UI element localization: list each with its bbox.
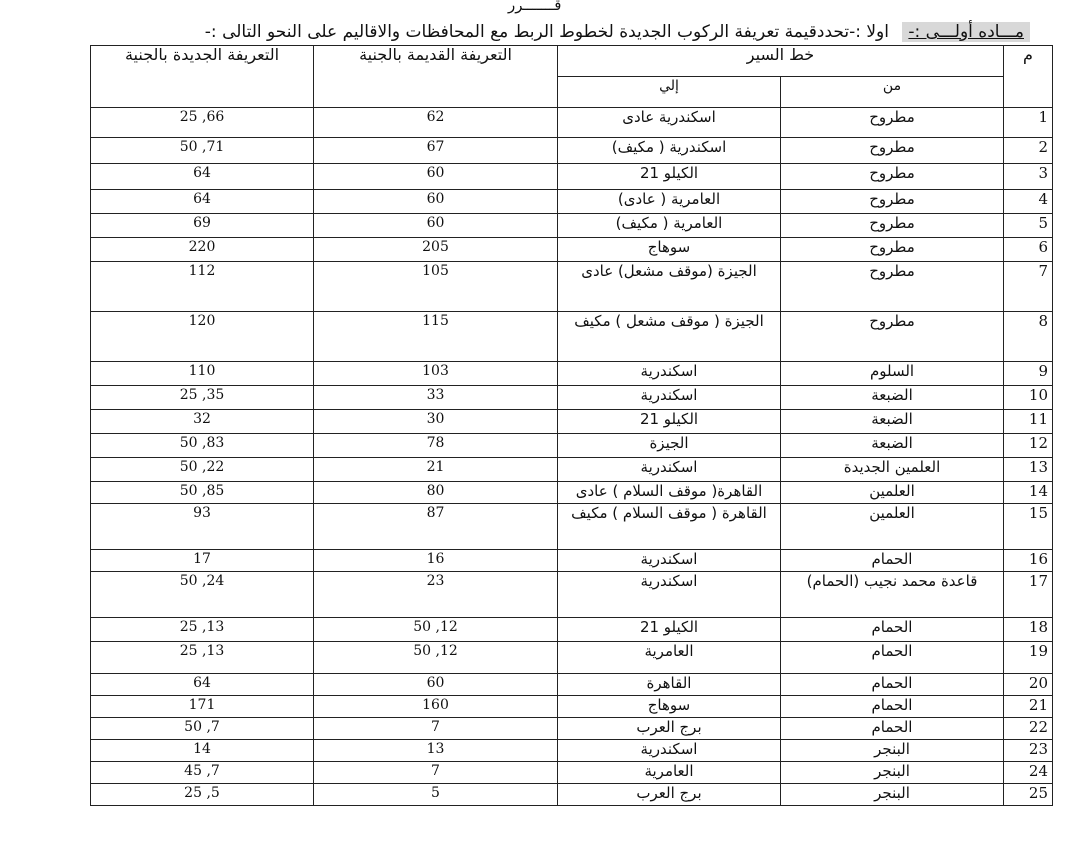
route-from: الحمام [781,642,1004,674]
table-row [91,458,1053,482]
table-row [91,504,1053,550]
old-tariff: 21 [314,458,558,482]
route-from: مطروح [781,312,1004,362]
route-to: القاهرة( موقف السلام ) عادى [558,482,781,504]
row-number: 5 [1004,214,1053,238]
new-tariff: 35, 25 [91,386,314,410]
old-tariff: 80 [314,482,558,504]
route-from: الحمام [781,674,1004,696]
row-number: 17 [1004,572,1053,618]
route-from: مطروح [781,108,1004,138]
old-tariff: 12, 50 [314,642,558,674]
row-number: 18 [1004,618,1053,642]
route-from: الحمام [781,696,1004,718]
table-row [91,138,1053,164]
route-to: اسكندرية [558,458,781,482]
header-route: خط السير [558,46,1004,77]
table-row [91,550,1053,572]
table-row [91,214,1053,238]
route-to: الكيلو 21 [558,164,781,190]
table-row [91,238,1053,262]
old-tariff: 67 [314,138,558,164]
row-number: 7 [1004,262,1053,312]
route-to: اسكندرية [558,362,781,386]
header-number: م [1004,46,1053,108]
new-tariff: 66, 25 [91,108,314,138]
row-number: 19 [1004,642,1053,674]
new-tariff: 24, 50 [91,572,314,618]
new-tariff: 64 [91,674,314,696]
new-tariff: 7, 50 [91,718,314,740]
route-from: مطروح [781,262,1004,312]
decision-word: قـــــــرر [508,0,562,14]
route-to: سوهاج [558,696,781,718]
row-number: 2 [1004,138,1053,164]
new-tariff: 64 [91,164,314,190]
row-number: 15 [1004,504,1053,550]
new-tariff: 22, 50 [91,458,314,482]
header-old-tariff: التعريفة القديمة بالجنية [314,46,558,108]
header-new-tariff: التعريفة الجديدة بالجنية [91,46,314,108]
table-row [91,164,1053,190]
route-from: الضبعة [781,434,1004,458]
row-number: 6 [1004,238,1053,262]
route-to: الكيلو 21 [558,618,781,642]
old-tariff: 33 [314,386,558,410]
row-number: 1 [1004,108,1053,138]
article-text: اولا :-تحددقيمة تعريفة الركوب الجديدة لخطوط الربط مع المحافظات والاقاليم على النحو التالى :- [204,22,889,42]
route-from: مطروح [781,238,1004,262]
new-tariff: 85, 50 [91,482,314,504]
row-number: 23 [1004,740,1053,762]
old-tariff: 30 [314,410,558,434]
new-tariff: 171 [91,696,314,718]
row-number: 14 [1004,482,1053,504]
route-from: البنجر [781,740,1004,762]
old-tariff: 5 [314,784,558,806]
row-number: 10 [1004,386,1053,410]
old-tariff: 60 [314,190,558,214]
table-row [91,618,1053,642]
old-tariff: 160 [314,696,558,718]
route-from: الضبعة [781,386,1004,410]
table-row [91,482,1053,504]
route-from: قاعدة محمد نجيب (الحمام) [781,572,1004,618]
row-number: 12 [1004,434,1053,458]
table-row [91,190,1053,214]
new-tariff: 120 [91,312,314,362]
new-tariff: 32 [91,410,314,434]
route-to: برج العرب [558,784,781,806]
route-from: الحمام [781,550,1004,572]
old-tariff: 23 [314,572,558,618]
route-to: العامرية ( مكيف) [558,214,781,238]
route-to: العامرية [558,762,781,784]
new-tariff: 71, 50 [91,138,314,164]
route-to: اسكندرية عادى [558,108,781,138]
row-number: 16 [1004,550,1053,572]
route-from: مطروح [781,138,1004,164]
article-label: مـــاده أولـــى :- [902,22,1030,42]
table-row [91,674,1053,696]
table-row [91,696,1053,718]
route-to: الجيزة ( موقف مشعل ) مكيف [558,312,781,362]
old-tariff: 205 [314,238,558,262]
old-tariff: 16 [314,550,558,572]
route-from: مطروح [781,190,1004,214]
row-number: 20 [1004,674,1053,696]
route-to: الجيزة (موقف مشعل) عادى [558,262,781,312]
old-tariff: 7 [314,762,558,784]
row-number: 13 [1004,458,1053,482]
new-tariff: 93 [91,504,314,550]
table-row [91,762,1053,784]
route-to: اسكندرية [558,740,781,762]
old-tariff: 62 [314,108,558,138]
new-tariff: 13, 25 [91,642,314,674]
table-row [91,434,1053,458]
header-from: من [781,77,1004,108]
table-row [91,784,1053,806]
table-row [91,386,1053,410]
tariff-table [90,45,1053,806]
new-tariff: 83, 50 [91,434,314,458]
route-from: الحمام [781,618,1004,642]
route-to: اسكندرية [558,572,781,618]
row-number: 21 [1004,696,1053,718]
table-row [91,642,1053,674]
row-number: 11 [1004,410,1053,434]
new-tariff: 14 [91,740,314,762]
row-number: 24 [1004,762,1053,784]
route-from: العلمين [781,504,1004,550]
table-row [91,572,1053,618]
route-to: العامرية [558,642,781,674]
article-heading [180,22,1030,44]
old-tariff: 78 [314,434,558,458]
row-number: 4 [1004,190,1053,214]
route-from: مطروح [781,164,1004,190]
tariff-body [91,108,1053,806]
route-to: اسكندرية [558,386,781,410]
route-to: القاهرة [558,674,781,696]
table-row [91,262,1053,312]
table-row [91,740,1053,762]
old-tariff: 105 [314,262,558,312]
new-tariff: 13, 25 [91,618,314,642]
route-from: السلوم [781,362,1004,386]
old-tariff: 12, 50 [314,618,558,642]
route-from: العلمين [781,482,1004,504]
table-row [91,718,1053,740]
row-number: 22 [1004,718,1053,740]
old-tariff: 60 [314,214,558,238]
route-to: القاهرة ( موقف السلام ) مكيف [558,504,781,550]
old-tariff: 60 [314,674,558,696]
table-row [91,362,1053,386]
old-tariff: 115 [314,312,558,362]
new-tariff: 5, 25 [91,784,314,806]
row-number: 8 [1004,312,1053,362]
new-tariff: 7, 45 [91,762,314,784]
table-row [91,410,1053,434]
row-number: 3 [1004,164,1053,190]
route-to: العامرية ( عادى) [558,190,781,214]
route-from: البنجر [781,784,1004,806]
row-number: 25 [1004,784,1053,806]
route-to: الجيزة [558,434,781,458]
route-to: اسكندرية ( مكيف) [558,138,781,164]
table-row [91,108,1053,138]
new-tariff: 69 [91,214,314,238]
route-to: برج العرب [558,718,781,740]
route-from: العلمين الجديدة [781,458,1004,482]
route-from: الحمام [781,718,1004,740]
old-tariff: 87 [314,504,558,550]
route-to: سوهاج [558,238,781,262]
old-tariff: 60 [314,164,558,190]
route-from: الضبعة [781,410,1004,434]
old-tariff: 103 [314,362,558,386]
header-to: إلي [558,77,781,108]
new-tariff: 17 [91,550,314,572]
old-tariff: 7 [314,718,558,740]
table-row [91,312,1053,362]
route-from: مطروح [781,214,1004,238]
new-tariff: 112 [91,262,314,312]
new-tariff: 64 [91,190,314,214]
row-number: 9 [1004,362,1053,386]
route-to: الكيلو 21 [558,410,781,434]
route-to: اسكندرية [558,550,781,572]
route-from: البنجر [781,762,1004,784]
new-tariff: 220 [91,238,314,262]
new-tariff: 110 [91,362,314,386]
old-tariff: 13 [314,740,558,762]
